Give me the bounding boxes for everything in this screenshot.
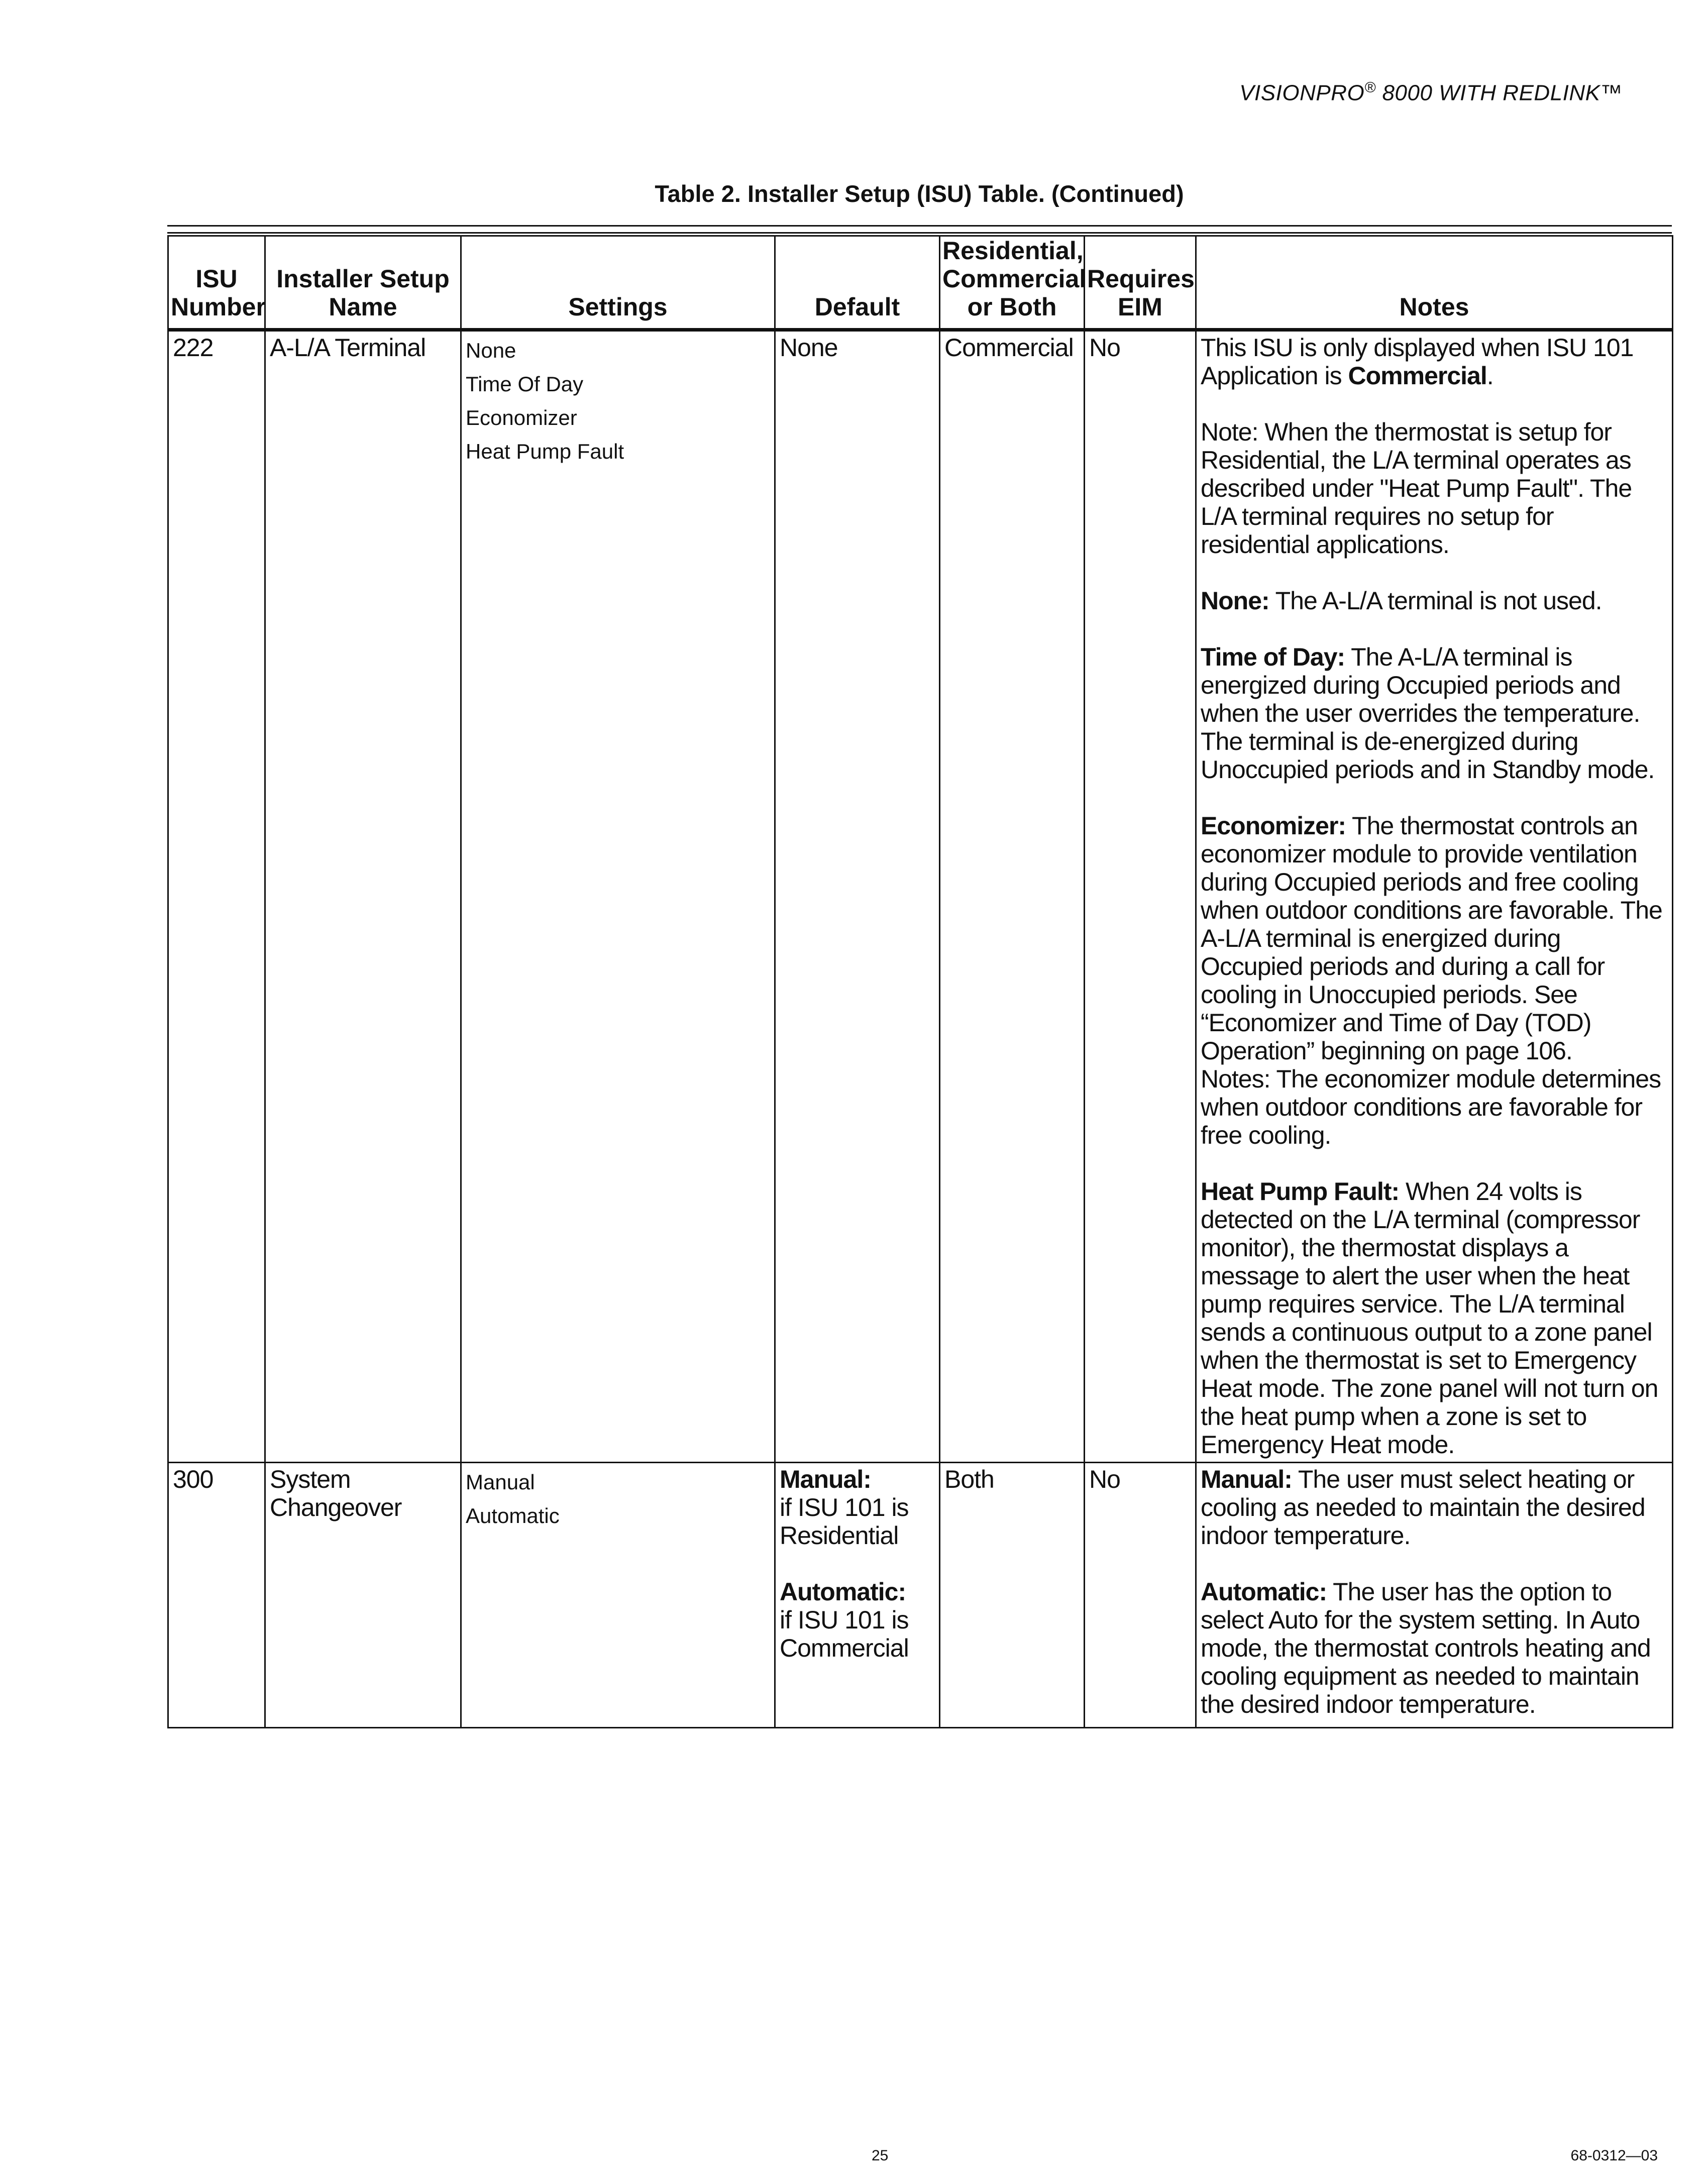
installer-setup-name: A-L/A Terminal: [265, 330, 461, 1463]
settings-list: [461, 330, 775, 1463]
isu-number: 222: [168, 330, 265, 1463]
note-paragraph: Notes: The economizer module determines when outdoor conditions are favorable for free cooling.: [1201, 1065, 1661, 1149]
setting-option: Manual: [466, 1470, 535, 1494]
requires-eim: No: [1085, 1463, 1196, 1728]
isu-number: 300: [168, 1463, 265, 1728]
installer-setup-name: System Changeover: [265, 1463, 461, 1728]
settings-list: [461, 1463, 775, 1728]
notes-cell: [1196, 330, 1673, 1463]
note-paragraph: This ISU is only displayed when ISU 101 Application is Commercial.: [1201, 334, 1634, 390]
table-top-rule-2: [167, 232, 1672, 234]
page-number: 25: [872, 2147, 889, 2164]
col-header-default: Default: [775, 236, 940, 330]
table-caption: Table 2. Installer Setup (ISU) Table. (Continued): [655, 180, 1184, 207]
note-paragraph: Time of Day: The A-L/A terminal is energized during Occupied periods and when the user overrides the temperature. The terminal is de-energized during Unoccupied periods and in Standby mode.: [1201, 643, 1655, 784]
requires-eim: No: [1085, 330, 1196, 1463]
product-name: VISIONPRO: [1239, 80, 1365, 105]
col-header-residential-commercial: Residential, Commercial or Both: [940, 236, 1085, 330]
applies-to: Commercial: [940, 330, 1085, 1463]
isu-table: [167, 235, 1673, 1728]
setting-option: Automatic: [466, 1504, 560, 1528]
applies-to: Both: [940, 1463, 1085, 1728]
table-row: [168, 330, 1673, 1463]
note-paragraph: Note: When the thermostat is setup for Residential, the L/A terminal operates as described under "Heat Pump Fault". The L/A terminal requires no setup for residential applications.: [1201, 418, 1632, 559]
note-paragraph: Heat Pump Fault: When 24 volts is detected on the L/A terminal (compressor monitor), the thermostat displays a message to alert the user when the heat pump requires service. The L/A terminal sends a continuous output to a zone panel when the thermostat is set to Emergency Heat mode. The zone panel will not turn on the heat pump when a zone is set to Emergency Heat mode.: [1201, 1177, 1658, 1459]
default-value: Manual: if ISU 101 is Residential Automatic: if ISU 101 is Commercial: [775, 1463, 940, 1728]
col-header-settings: Settings: [461, 236, 775, 330]
note-paragraph: None: The A-L/A terminal is not used.: [1201, 587, 1602, 615]
setting-option: Economizer: [466, 406, 577, 429]
col-header-installer-setup-name: Installer Setup Name: [265, 236, 461, 330]
default-value: None: [775, 330, 940, 1463]
note-paragraph: Manual: The user must select heating or cooling as needed to maintain the desired indoor temperature.: [1201, 1465, 1645, 1550]
setting-option: Heat Pump Fault: [466, 440, 624, 463]
col-header-requires-eim: Requires EIM: [1085, 236, 1196, 330]
document-header: [1239, 79, 1623, 106]
note-paragraph: Economizer: The thermostat controls an economizer module to provide ventilation during Occupied periods and free cooling when outdoor conditions are favorable. The A-L/A terminal is energized during Occupied periods and during a call for cooling in Unoccupied periods. See “Economizer and Time of Day (TOD) Operation” beginning on page 106.: [1201, 812, 1662, 1065]
table-top-rule: [167, 225, 1672, 227]
col-header-notes: Notes: [1196, 236, 1673, 330]
note-paragraph: Automatic: The user has the option to select Auto for the system setting. In Auto mode, the thermostat controls heating and cooling equipment as needed to maintain the desired indoor temperature.: [1201, 1578, 1651, 1718]
setting-option: None: [466, 339, 516, 362]
table-header-row: [168, 236, 1673, 330]
product-name-rest: 8000 WITH REDLINK™: [1375, 80, 1623, 105]
setting-option: Time Of Day: [466, 372, 584, 396]
notes-cell: [1196, 1463, 1673, 1728]
document-code: 68-0312—03: [1570, 2147, 1658, 2164]
table-row: [168, 1463, 1673, 1728]
registered-mark: ®: [1364, 79, 1376, 96]
col-header-isu-number: ISU Number: [168, 236, 265, 330]
